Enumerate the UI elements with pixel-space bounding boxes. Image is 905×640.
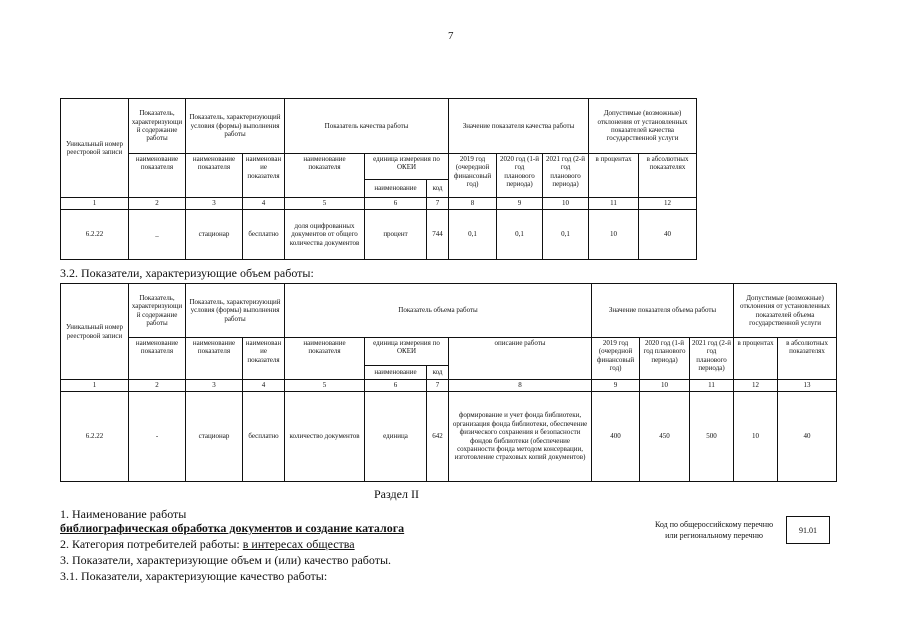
header-in-percent: в процентах xyxy=(734,338,778,380)
cell-unit-name: единица xyxy=(365,392,427,482)
column-number: 10 xyxy=(640,380,690,392)
cell-indicator-name: количество документов xyxy=(285,392,365,482)
header-year-2021: 2021 год (2-й год планового периода) xyxy=(543,154,589,198)
cell-unique-number: 6.2.22 xyxy=(61,392,129,482)
header-year-2020: 2020 год (1-й год планового периода) xyxy=(497,154,543,198)
header-description: описание работы xyxy=(449,338,592,380)
consumer-category xyxy=(60,537,355,552)
cell-condition-1: стационар xyxy=(186,210,243,260)
registry-code-value: 91.01 xyxy=(799,525,817,535)
column-number: 5 xyxy=(285,380,365,392)
header-allowed-deviation: Допустимые (возможные) отклонения от установленных показателей объема государственной услуги xyxy=(734,284,837,338)
header-indicator-name: наименование показателя xyxy=(285,338,365,380)
column-number: 8 xyxy=(449,380,592,392)
quality-indicators-heading: 3.1. Показатели, характеризующие качество работы: xyxy=(60,569,328,583)
registry-code-box xyxy=(786,516,830,544)
cell-unique-number: 6.2.22 xyxy=(61,210,129,260)
column-number: 5 xyxy=(285,198,365,210)
column-number: 6 xyxy=(365,380,427,392)
cell-value-2019: 0,1 xyxy=(449,210,497,260)
header-unit-code: код xyxy=(427,180,449,198)
column-numbers-row xyxy=(61,198,697,210)
header-indicator-name: наименование показателя xyxy=(129,338,186,380)
header-content-indicator: Показатель, характеризующий содержание работы xyxy=(129,284,186,338)
header-content-indicator: Показатель, характеризующий содержание работы xyxy=(129,99,186,154)
cell-indicator-name: доля оцифрованных документов от общего количества документов xyxy=(285,210,365,260)
cell-unit-name: процент xyxy=(365,210,427,260)
header-conditions-indicator: Показатель, характеризующий условия (формы) выполнения работы xyxy=(186,99,285,154)
column-number: 9 xyxy=(592,380,640,392)
indicators-heading: 3. Показатели, характеризующие объем и (или) качество работы. xyxy=(60,553,392,567)
header-indicator-name: наименование показателя xyxy=(186,338,243,380)
header-year-2019: 2019 год (очередной финансовый год) xyxy=(592,338,640,380)
column-number: 6 xyxy=(365,198,427,210)
consumer-category-label: 2. Категория потребителей работы: xyxy=(60,537,243,551)
column-numbers-row xyxy=(61,380,837,392)
header-unit-okei: единица измерения по ОКЕИ xyxy=(365,154,449,180)
header-year-2019: 2019 год (очередной финансовый год) xyxy=(449,154,497,198)
column-number: 7 xyxy=(427,198,449,210)
cell-condition-2: бесплатно xyxy=(243,392,285,482)
cell-description: формирование и учет фонда библиотеки, организация фонда библиотеки, обеспечение физического сохранения и безопасности фондов библиотеки (обеспечение сохранности фонда методом консервации, изготовление страховых копий документов) xyxy=(449,392,592,482)
work-name-label: 1. Наименование работы xyxy=(60,507,187,521)
header-unit-code: код xyxy=(427,366,449,380)
cell-unit-code: 744 xyxy=(427,210,449,260)
cell-condition-2: бесплатно xyxy=(243,210,285,260)
column-number: 12 xyxy=(734,380,778,392)
volume-indicators-table xyxy=(60,283,837,482)
cell-value-2019: 400 xyxy=(592,392,640,482)
header-indicator-name: наименование показателя xyxy=(285,154,365,198)
column-number: 2 xyxy=(129,198,186,210)
cell-condition-1: стационар xyxy=(186,392,243,482)
header-unique-number: Уникальный номер реестровой записи xyxy=(61,99,129,198)
column-number: 7 xyxy=(427,380,449,392)
column-number: 11 xyxy=(589,198,639,210)
consumer-category-value: в интересах общества xyxy=(242,537,355,551)
table-row xyxy=(61,392,837,482)
cell-percent: 10 xyxy=(589,210,639,260)
column-number: 11 xyxy=(690,380,734,392)
section-title: Раздел II xyxy=(374,487,419,501)
header-in-percent: в процентах xyxy=(589,154,639,198)
header-volume-value: Значение показателя объема работы xyxy=(592,284,734,338)
cell-value-2020: 450 xyxy=(640,392,690,482)
cell-content: _ xyxy=(129,210,186,260)
header-unique-number: Уникальный номер реестровой записи xyxy=(61,284,129,380)
cell-value-2021: 500 xyxy=(690,392,734,482)
work-name-value: библиографическая обработка документов и создание каталога xyxy=(60,521,405,535)
header-quality-value: Значение показателя качества работы xyxy=(449,99,589,154)
cell-absolute: 40 xyxy=(639,210,697,260)
column-number: 4 xyxy=(243,198,285,210)
cell-value-2021: 0,1 xyxy=(543,210,589,260)
header-unit-name: наименование xyxy=(365,366,427,380)
column-number: 1 xyxy=(61,380,129,392)
column-number: 8 xyxy=(449,198,497,210)
header-conditions-indicator: Показатель, характеризующий условия (формы) выполнения работы xyxy=(186,284,285,338)
cell-content: - xyxy=(129,392,186,482)
column-number: 13 xyxy=(778,380,837,392)
header-indicator-name: наименование показателя xyxy=(186,154,243,198)
column-number: 4 xyxy=(243,380,285,392)
header-allowed-deviation: Допустимые (возможные) отклонения от установленных показателей качества государственной услуги xyxy=(589,99,697,154)
column-number: 9 xyxy=(497,198,543,210)
column-number: 12 xyxy=(639,198,697,210)
header-volume-indicator: Показатель объема работы xyxy=(285,284,592,338)
cell-value-2020: 0,1 xyxy=(497,210,543,260)
header-indicator-name: наименование показателя xyxy=(243,338,285,380)
column-number: 3 xyxy=(186,380,243,392)
cell-unit-code: 642 xyxy=(427,392,449,482)
column-number: 2 xyxy=(129,380,186,392)
column-number: 3 xyxy=(186,198,243,210)
header-unit-name: наименование xyxy=(365,180,427,198)
heading-3-2: 3.2. Показатели, характеризующие объем работы: xyxy=(60,266,314,280)
registry-code-label: Код по общероссийскому перечню или региональному перечню xyxy=(654,520,774,540)
header-indicator-name: наименование показателя xyxy=(243,154,285,198)
page-number: 7 xyxy=(448,30,454,42)
column-number: 10 xyxy=(543,198,589,210)
header-in-absolute: в абсолютных показателях xyxy=(778,338,837,380)
header-year-2020: 2020 год (1-й год планового периода) xyxy=(640,338,690,380)
quality-indicators-table xyxy=(60,98,697,260)
column-number: 1 xyxy=(61,198,129,210)
cell-percent: 10 xyxy=(734,392,778,482)
header-unit-okei: единица измерения по ОКЕИ xyxy=(365,338,449,366)
header-year-2021: 2021 год (2-й год планового периода) xyxy=(690,338,734,380)
cell-absolute: 40 xyxy=(778,392,837,482)
table-row xyxy=(61,210,697,260)
header-quality-indicator: Показатель качества работы xyxy=(285,99,449,154)
header-indicator-name: наименование показателя xyxy=(129,154,186,198)
header-in-absolute: в абсолютных показателях xyxy=(639,154,697,198)
